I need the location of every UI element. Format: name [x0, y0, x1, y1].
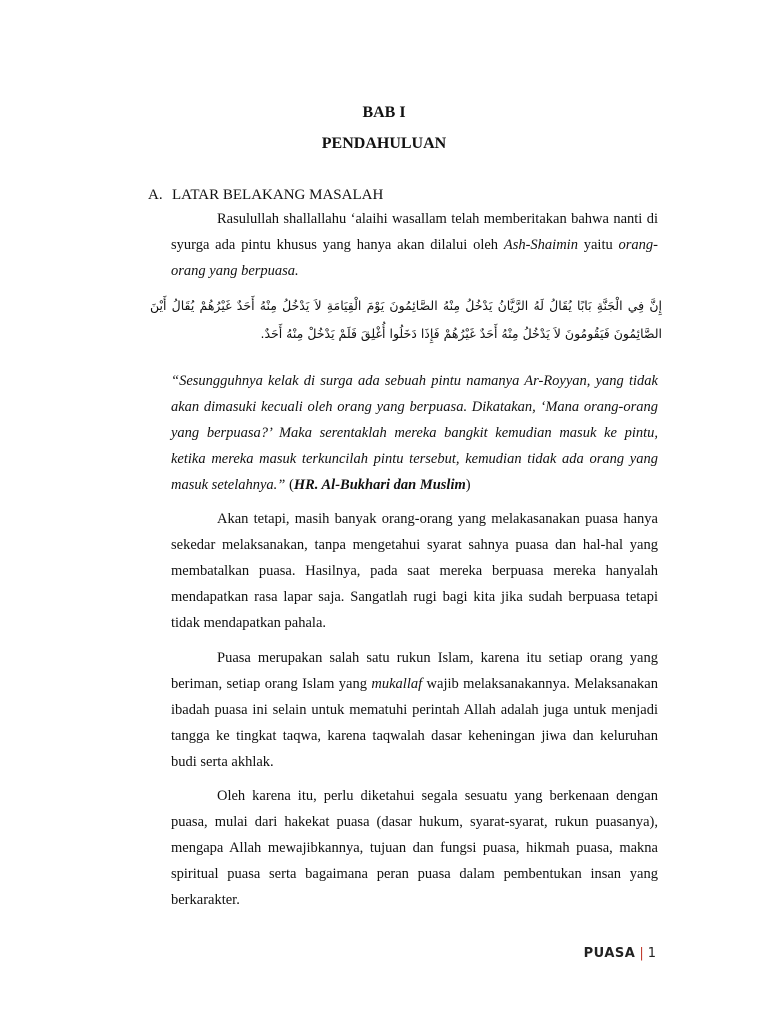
paragraph-3-text-2: wajib melaksanakannya. Melaksanakan ibadah puasa ini selain untuk mematuhi perintah Allah adalah juga untuk menjadi tangga ke tingkat taqwa, karena taqwalah dasar keheningan jiwa dan keluruhan budi serta akhlak.	[171, 676, 658, 770]
paragraph-intro-text-2: yaitu	[577, 237, 619, 253]
paragraph-intro-italic: orang-orang yang berpuasa.	[171, 237, 658, 279]
section-number: A.	[148, 187, 163, 203]
hadith-source: HR. Al-Bukhari dan Muslim	[293, 477, 466, 493]
paragraph-2-text: Akan tetapi, masih banyak orang-orang yang melakasanakan puasa hanya sekedar melaksanakan, tanpa mengetahui syarat sahnya puasa dan hal-hal yang membatalkan puasa. Hasilnya, pada saat mereka berpuasa mereka hanyalah mendapatkan rasa lapar saja. Sangatlah rugi bagi kita jika sudah berpuasa tetapi tidak mendapatkan pahala.	[171, 511, 658, 631]
paragraph-intro	[171, 206, 658, 284]
footer-label: PUASA	[583, 946, 636, 961]
paragraph-4-text: Oleh karena itu, perlu diketahui segala sesuatu yang berkenaan dengan puasa, mulai dari hakekat puasa (dasar hukum, syarat-syarat, rukun puasanya), mengapa Allah mewajibkannya, tujuan dan fungsi puasa, hikmah puasa, makna spiritual puasa serta bagaimana peran puasa dalam pembentukan insan yang berkarakter.	[171, 788, 658, 908]
hadith-arabic: إِنَّ فِي الْجَنَّةِ بَابًا يُقَالُ لَهُ الرَّيَّانُ يَدْخُلُ مِنْهُ الصَّائِمُونَ يَوْمَ الْقِيَامَةِ لاَ يَدْخُلُ مِنْهُ أَحَدٌ غَيْرُهُمْ يُقَالُ أَيْنَ الصَّائِمُونَ فَيَقُومُونَ لاَ يَدْخُلُ مِنْهُ أَحَدٌ غَيْرُهُمْ فَإِذَا دَخَلُوا أُغْلِقَ فَلَمْ يَدْخُلْ مِنْهُ أَحَدٌ.	[150, 298, 662, 341]
chapter-subtitle: PENDAHULUAN	[321, 135, 447, 152]
ash-shaimin-term: Ash-Shaimin	[503, 237, 578, 253]
paragraph-3	[171, 645, 658, 775]
paragraph-intro-text: Rasulullah shallallahu ‘alaihi wasallam telah memberitakan bahwa nanti di syurga ada pintu khusus yang hanya akan dilalui oleh	[171, 211, 658, 253]
hadith-ref-close: )	[465, 477, 471, 493]
section-title: LATAR BELAKANG MASALAH	[172, 187, 384, 203]
chapter-title: BAB I	[362, 104, 406, 121]
page-footer	[584, 946, 656, 961]
footer-separator: |	[639, 946, 644, 961]
mukallaf-term: mukallaf	[371, 676, 423, 692]
paragraph-4	[171, 783, 658, 913]
paragraph-2	[171, 506, 658, 636]
section-heading	[148, 187, 383, 204]
hadith-translation-text: “Sesungguhnya kelak di surga ada sebuah pintu namanya Ar-Royyan, yang tidak akan dimasuki kecuali oleh orang yang berpuasa. Dikatakan, ‘Mana orang-orang yang berpuasa?’ Maka serentaklah mereka bangkit kemudian masuk ke pintu, ketika mereka masuk terkuncilah pintu tersebut, kemudian tidak ada orang yang masuk setelahnya.”	[171, 373, 658, 493]
paragraph-3-text: Puasa merupakan salah satu rukun Islam, karena itu setiap orang yang beriman, setiap orang Islam yang	[171, 650, 658, 692]
page-number: 1	[647, 946, 656, 961]
hadith-translation	[171, 368, 658, 498]
hadith-ref-open: (	[285, 477, 294, 493]
